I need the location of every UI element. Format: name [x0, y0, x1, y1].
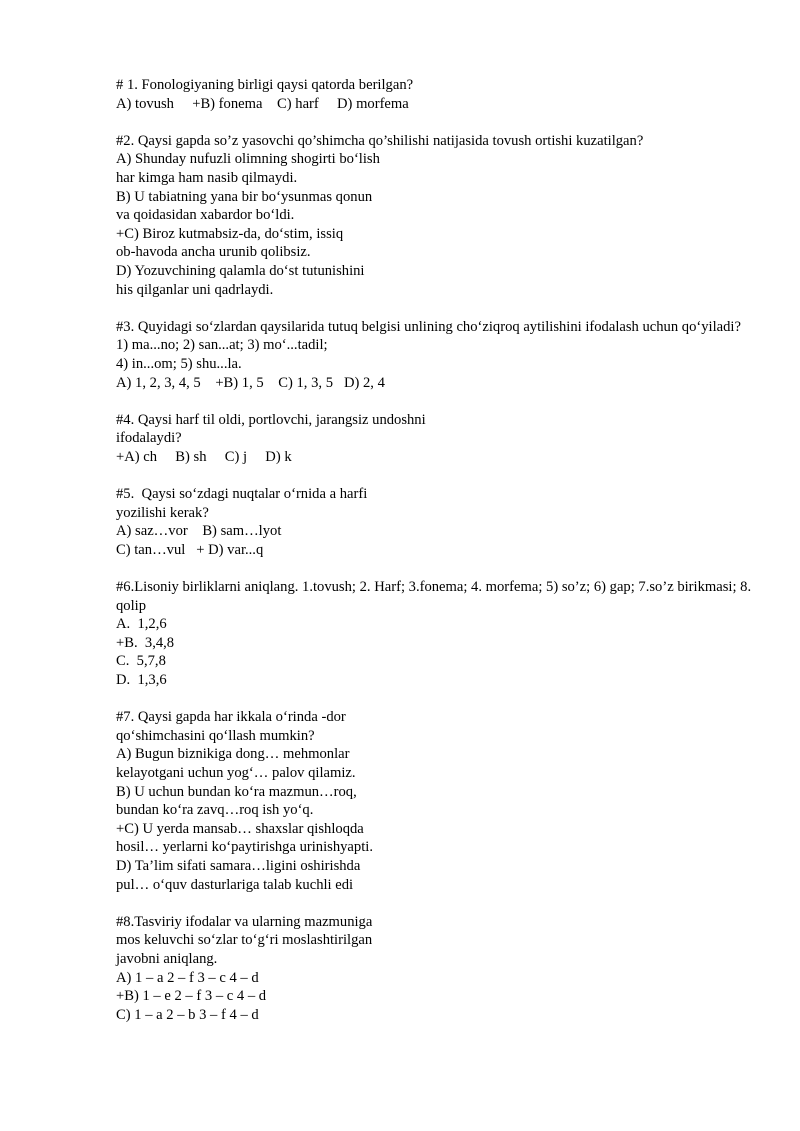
option-c-line-2: hosil… yerlarni ko‘paytirishga urinishyapti.: [116, 839, 373, 856]
document-page: [116, 76, 756, 1024]
option-c-line-1: +C) U yerda mansab… shaxslar qishloqda: [116, 820, 364, 837]
option-c-line-2: ob-havoda ancha urunib qolibsiz.: [116, 244, 311, 261]
option-b-line-1: B) U tabiatning yana bir bo‘ysunmas qonun: [116, 188, 373, 205]
option-b-line-1: B) U uchun bundan ko‘ra mazmun…roq,: [116, 783, 357, 800]
question-stem-line-1: #4. Qaysi harf til oldi, portlovchi, jarangsiz undoshni: [116, 411, 426, 428]
question-4: [116, 411, 756, 467]
question-6: [116, 578, 756, 690]
option-a: A) 1 – a 2 – f 3 – c 4 – d: [116, 969, 259, 986]
question-stem-line-1: #5. Qaysi so‘zdagi nuqtalar o‘rnida a harfi: [116, 486, 368, 503]
question-stem: #3. Quyidagi so‘zlardan qaysilarida tutuq belgisi unlining cho‘ziqroq aytilishini ifodalash uchun qo‘yiladi?: [116, 318, 741, 335]
option-b-line-2: bundan ko‘ra zavq…roq ish yo‘q.: [116, 802, 314, 819]
option-a-line-2: har kimga ham nasib qilmaydi.: [116, 169, 298, 186]
answer-options-line-2: C) tan…vul + D) var...q: [116, 541, 264, 558]
option-b: +B. 3,4,8: [116, 634, 175, 651]
option-d-line-1: D) Yozuvchining qalamla do‘st tutunishini: [116, 262, 365, 279]
question-stem: # 1. Fonologiyaning birligi qaysi qatorda berilgan?: [116, 77, 414, 93]
question-stem: #6.Lisoniy birliklarni aniqlang. 1.tovush; 2. Harf; 3.fonema; 4. morfema; 5) so’z; 6) gap; 7.so’z birikmasi; 8. qolip: [116, 579, 752, 614]
question-8: [116, 913, 756, 1025]
option-c: C) 1 – a 2 – b 3 – f 4 – d: [116, 1006, 259, 1023]
question-stem: #2. Qaysi gapda so’z yasovchi qo’shimcha qo’shilishi natijasida tovush ortishi kuzatilgan?: [116, 132, 644, 149]
question-7: [116, 708, 756, 894]
question-stem-line-2: mos keluvchi so‘zlar to‘g‘ri moslashtirilgan: [116, 932, 373, 949]
option-d-line-2: pul… o‘quv dasturlariga talab kuchli edi: [116, 876, 354, 893]
answer-options: A) tovush +B) fonema C) harf D) morfema: [116, 95, 409, 112]
option-c: C. 5,7,8: [116, 653, 166, 670]
question-stem-line-2: qo‘shimchasini qo‘llash mumkin?: [116, 727, 315, 744]
question-5: [116, 485, 756, 559]
answer-options: +A) ch B) sh C) j D) k: [116, 448, 292, 465]
option-a-line-2: kelayotgani uchun yog‘… palov qilamiz.: [116, 764, 356, 781]
answer-options: A) 1, 2, 3, 4, 5 +B) 1, 5 C) 1, 3, 5 D) 2, 4: [116, 374, 385, 391]
item-list-line-1: 1) ma...no; 2) san...at; 3) mo‘...tadil;: [116, 337, 328, 354]
option-c-line-1: +C) Biroz kutmabsiz-da, do‘stim, issiq: [116, 225, 344, 242]
option-d-line-1: D) Ta’lim sifati samara…ligini oshirishda: [116, 857, 361, 874]
option-b: +B) 1 – e 2 – f 3 – c 4 – d: [116, 988, 267, 1005]
question-stem-line-1: #8.Tasviriy ifodalar va ularning mazmuniga: [116, 913, 373, 930]
option-a-line-1: A) Shunday nufuzli olimning shogirti bo‘lish: [116, 151, 380, 168]
option-d: D. 1,3,6: [116, 672, 167, 688]
question-stem-line-2: ifodalaydi?: [116, 430, 182, 447]
question-1: [116, 76, 756, 113]
question-stem-line-1: #7. Qaysi gapda har ikkala o‘rinda -dor: [116, 709, 346, 726]
option-d-line-2: his qilganlar uni qadrlaydi.: [116, 281, 274, 298]
option-b-line-2: va qoidasidan xabardor bo‘ldi.: [116, 207, 295, 224]
answer-options-line-1: A) saz…vor B) sam…lyot: [116, 523, 282, 540]
question-stem-line-3: javobni aniqlang.: [116, 950, 218, 967]
question-stem-line-2: yozilishi kerak?: [116, 504, 209, 521]
option-a: A. 1,2,6: [116, 616, 167, 633]
item-list-line-2: 4) in...om; 5) shu...la.: [116, 355, 242, 372]
option-a-line-1: A) Bugun biznikiga dong… mehmonlar: [116, 746, 350, 763]
question-3: [116, 318, 756, 392]
question-2: [116, 132, 756, 299]
